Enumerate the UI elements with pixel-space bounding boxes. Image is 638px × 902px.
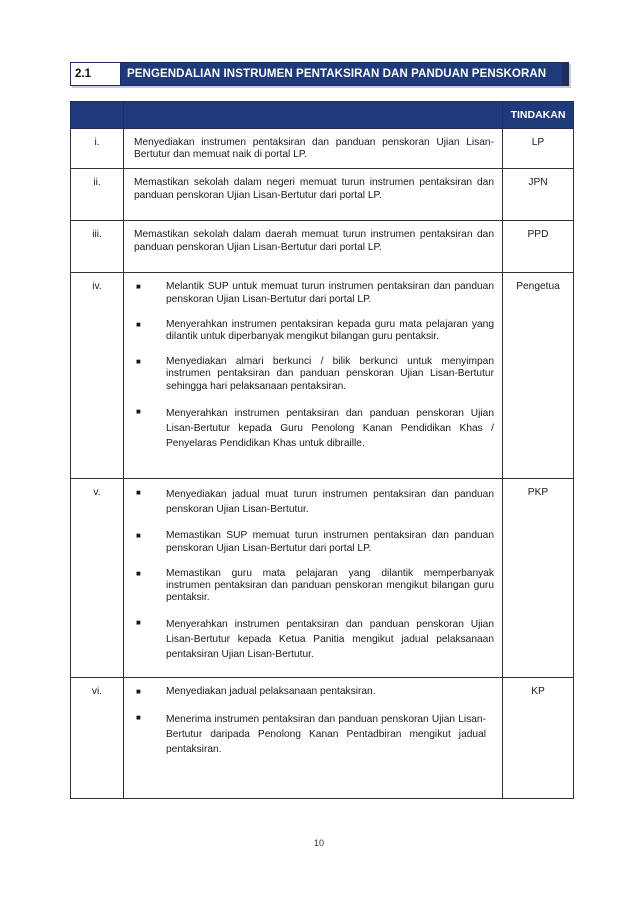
table-row: [71, 479, 574, 678]
action-table: [70, 101, 574, 799]
section-header: [70, 62, 569, 86]
row-responsible: KP: [503, 678, 574, 799]
row-number: i.: [71, 129, 124, 169]
row-description: Memastikan sekolah dalam daerah memuat turun instrumen pentaksiran dan panduan penskoran Ujian Lisan-Bertutur dari portal LP.: [124, 221, 503, 273]
list-item: [134, 617, 494, 662]
action-header: TINDAKAN: [503, 102, 574, 129]
table-row: [71, 221, 574, 273]
bullet-list: [134, 487, 494, 662]
list-item: [134, 530, 494, 554]
bullet-icon: ■: [136, 687, 141, 697]
row-responsible: LP: [503, 129, 574, 169]
row-number: vi.: [71, 678, 124, 799]
bullet-icon: ■: [136, 568, 141, 578]
row-number: iv.: [71, 273, 124, 479]
bullet-icon: ■: [136, 357, 141, 367]
section-header-edge: [562, 63, 568, 85]
table-row: [71, 678, 574, 799]
table-row: [71, 129, 574, 169]
list-item-text: Menyerahkan instrumen pentaksiran dan panduan penskoran Ujian Lisan-Bertutur kepada Guru Penolong Kanan Pendidikan Khas / Penyelaras Pendidikan Khas untuk dibraille.: [166, 407, 494, 449]
row-description: [124, 678, 503, 799]
list-item-text: Menyerahkan instrumen pentaksiran kepada guru mata pelajaran yang dilantik untuk diperbanyak mengikut bilangan guru pentaksir.: [166, 318, 494, 343]
list-item: [134, 712, 494, 757]
list-item: [134, 487, 494, 517]
section-number: 2.1: [71, 63, 121, 85]
list-item-text: Menyediakan jadual muat turun instrumen pentaksiran dan panduan penskoran Ujian Lisan-Bertutur.: [166, 489, 494, 516]
list-item: [134, 281, 494, 305]
bullet-icon: ■: [136, 406, 141, 416]
list-item-text: Memastikan SUP memuat turun instrumen pentaksiran dan panduan penskoran Ujian Lisan-Bertutur dari portal LP.: [166, 530, 494, 554]
bullet-icon: ■: [136, 618, 141, 628]
list-item-text: Menyerahkan instrumen pentaksiran dan panduan penskoran Ujian Lisan-Bertutur kepada Ketua Panitia mengikut jadual pelaksanaan pentaksiran Ujian Lisan-Bertutur.: [166, 619, 494, 661]
bullet-icon: ■: [136, 319, 141, 329]
list-item: [134, 568, 494, 605]
list-item-text: Menyediakan jadual pelaksanaan pentaksiran.: [166, 686, 376, 698]
row-description: [124, 479, 503, 678]
list-item-text: Melantik SUP untuk memuat turun instrumen pentaksiran dan panduan penskoran Ujian Lisan-Bertutur dari portal LP.: [166, 281, 494, 305]
row-description: Menyediakan instrumen pentaksiran dan panduan penskoran Ujian Lisan-Bertutur dan memuat naik di portal LP.: [124, 129, 503, 169]
list-item: [134, 356, 494, 393]
bullet-list: [134, 281, 494, 450]
row-responsible: PPD: [503, 221, 574, 273]
row-responsible: JPN: [503, 169, 574, 221]
bullet-list: [134, 686, 494, 756]
header-blank-cell: [124, 102, 503, 129]
row-number: iii.: [71, 221, 124, 273]
row-responsible: Pengetua: [503, 273, 574, 479]
row-number: ii.: [71, 169, 124, 221]
list-item-text: Menyediakan almari berkunci / bilik berkunci untuk menyimpan instrumen pentaksiran dan panduan penskoran Ujian Lisan-Bertutur sehingga hari pelaksanaan pentaksiran.: [166, 356, 494, 392]
row-description: [124, 273, 503, 479]
table-row: [71, 273, 574, 479]
bullet-icon: ■: [136, 531, 141, 541]
list-item-text: Memastikan guru mata pelajaran yang dilantik memperbanyak instrumen pentaksiran dan panduan penskoran mengikut bilangan guru pentaksir.: [166, 567, 494, 604]
list-item: [134, 319, 494, 343]
list-item-text: Menerima instrumen pentaksiran dan panduan penskoran Ujian Lisan-Bertutur daripada Penolong Kanan Pentadbiran mengikut jadual pentaksiran.: [166, 713, 486, 755]
list-item: [134, 686, 494, 698]
bullet-icon: ■: [136, 282, 141, 292]
header-blank-cell: [71, 102, 124, 129]
section-title: PENGENDALIAN INSTRUMEN PENTAKSIRAN DAN PANDUAN PENSKORAN: [121, 63, 562, 85]
table-header-row: [71, 102, 574, 129]
bullet-icon: ■: [136, 488, 141, 498]
row-description: Memastikan sekolah dalam negeri memuat turun instrumen pentaksiran dan panduan penskoran Ujian Lisan-Bertutur dari portal LP.: [124, 169, 503, 221]
list-item: [134, 406, 494, 451]
bullet-icon: ■: [136, 712, 141, 722]
page-number: 10: [313, 838, 324, 848]
table-row: [71, 169, 574, 221]
row-responsible: PKP: [503, 479, 574, 678]
row-number: v.: [71, 479, 124, 678]
